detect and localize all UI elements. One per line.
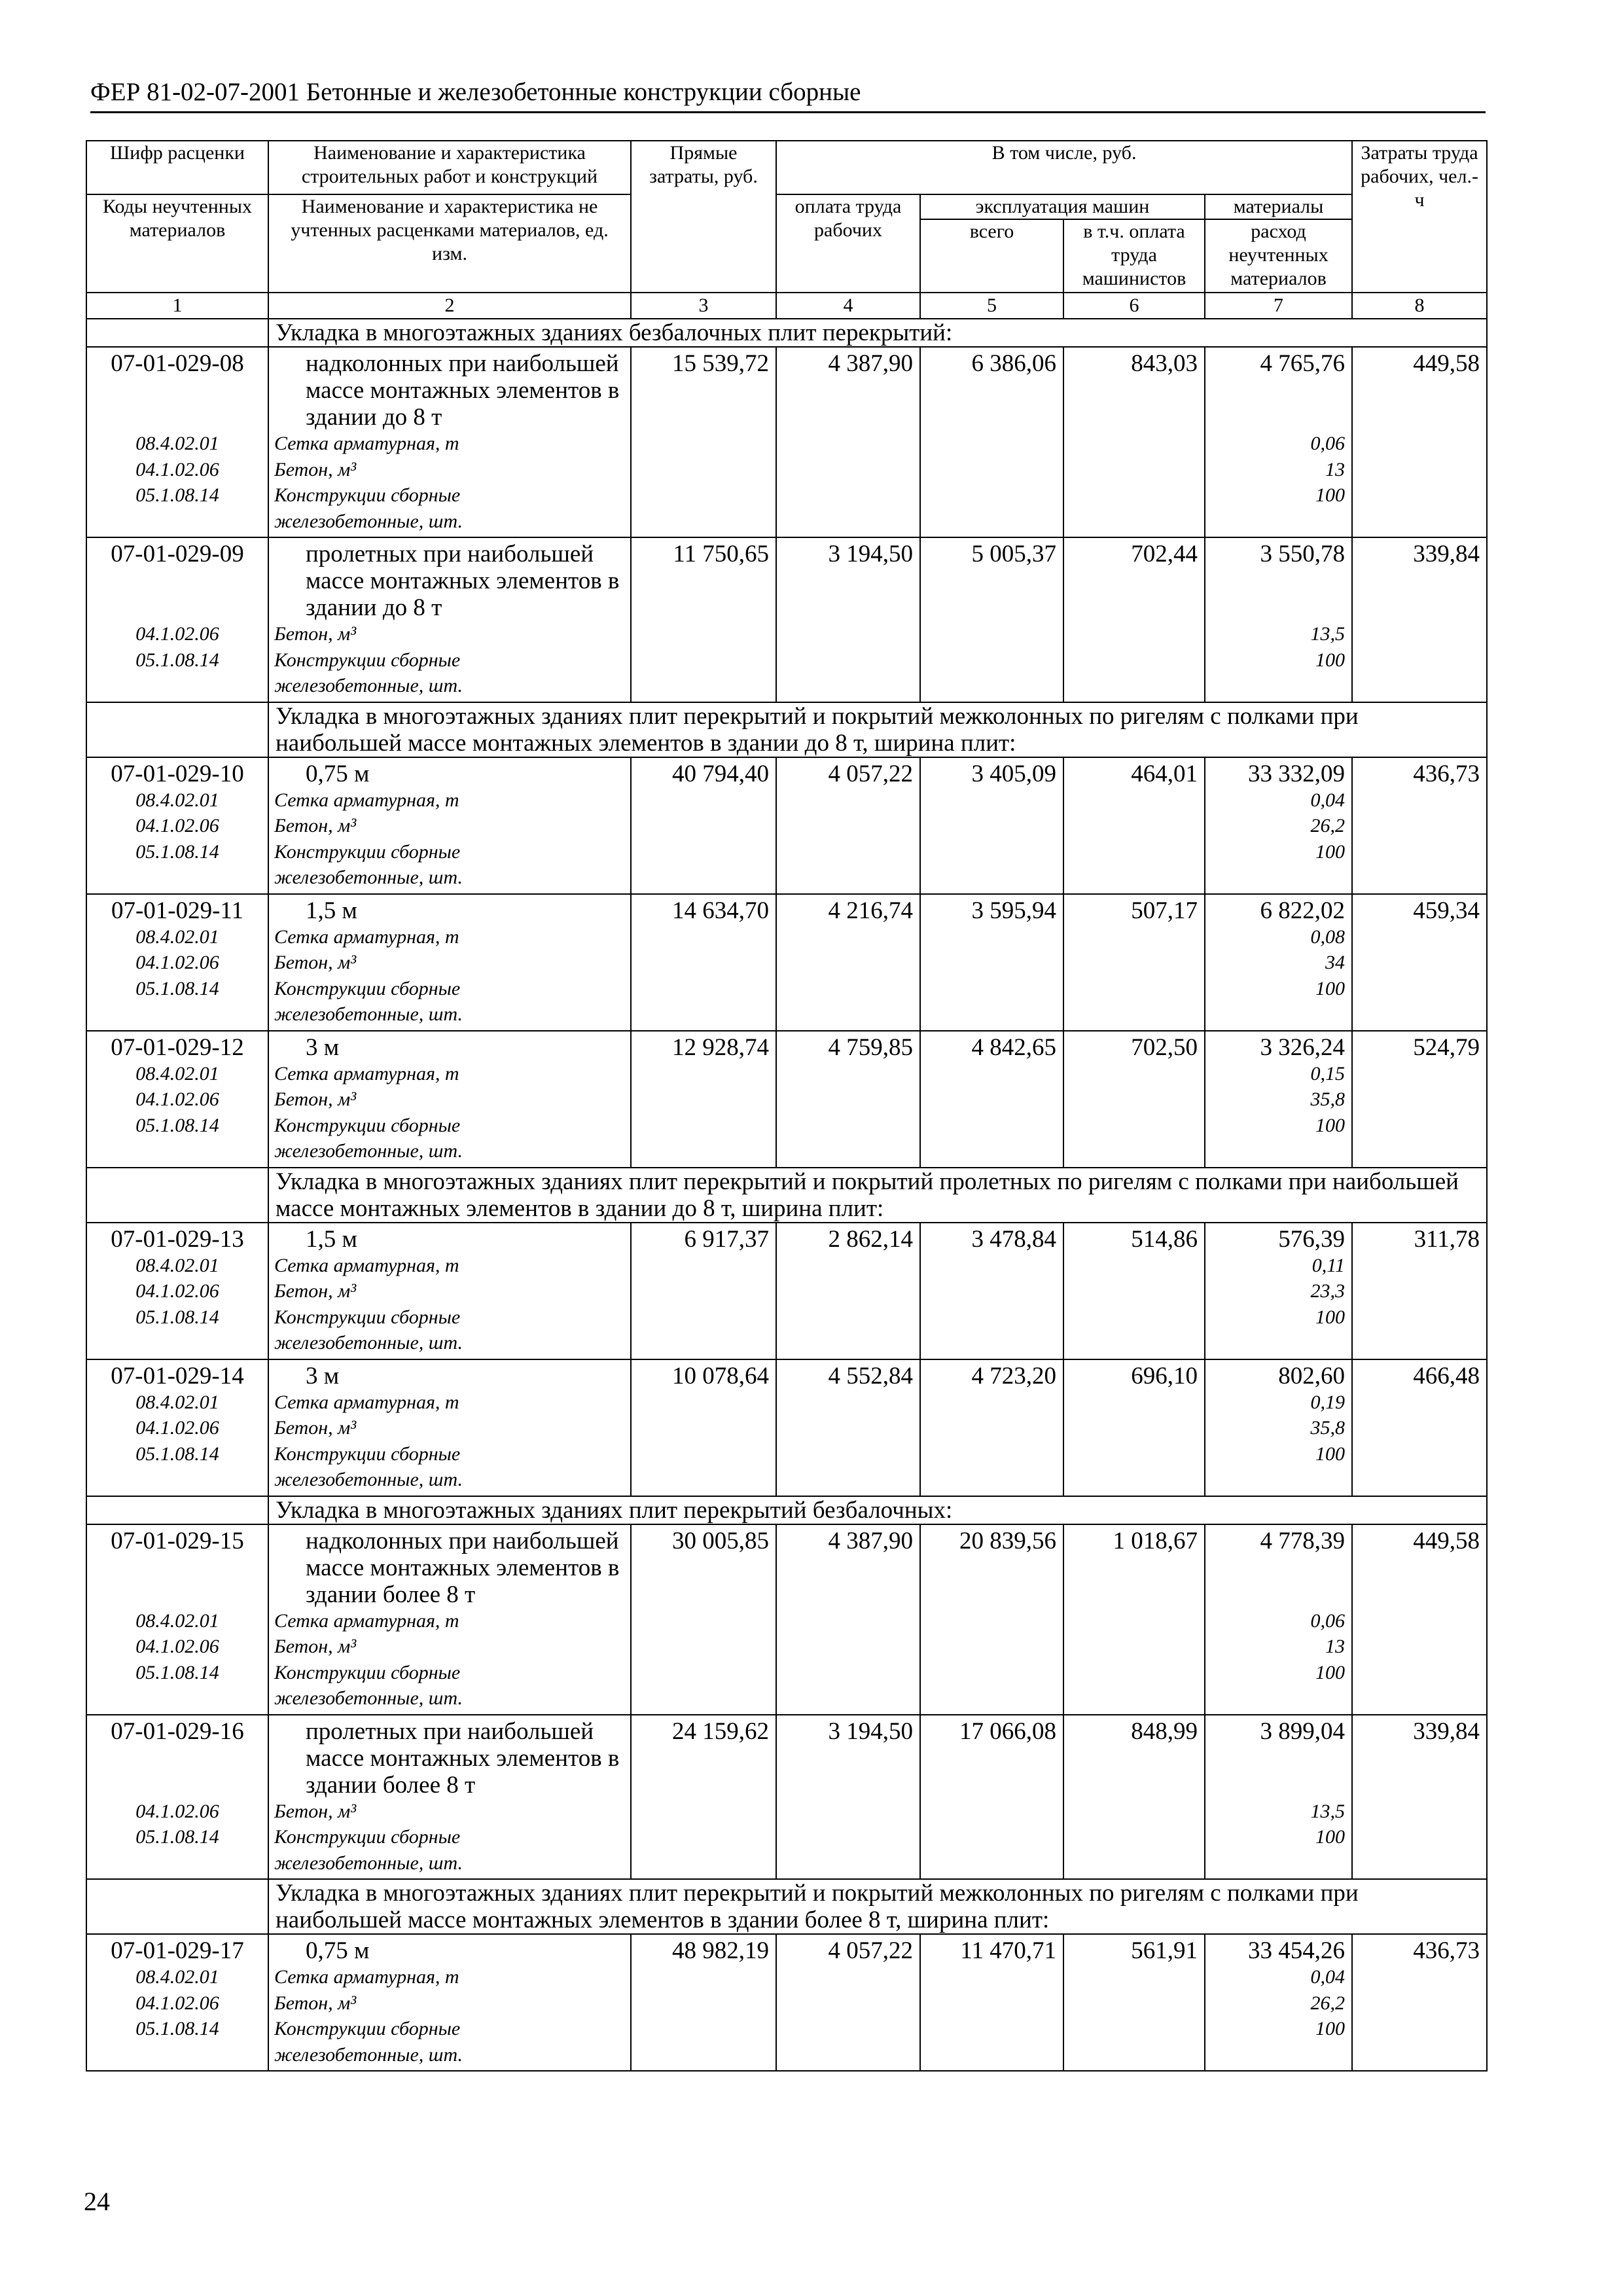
header-labor-hours: Затраты труда рабочих, чел.-ч xyxy=(1352,141,1487,293)
material-code: 08.4.02.01 xyxy=(135,1391,219,1413)
section-title: Укладка в многоэтажных зданиях плит перекрытий и покрытий межколонных по ригелям с полками при наибольшей массе монтажных элементов в здании более 8 т, ширина плит: xyxy=(268,1879,1487,1934)
code-spacer xyxy=(91,1745,264,1799)
rate-name: надколонных при наибольшей массе монтажных элементов в здании до 8 т xyxy=(306,350,620,431)
materials-value: 576,39 xyxy=(1278,1225,1346,1253)
rate-name: 0,75 м xyxy=(306,1937,370,1964)
materials-value: 33 454,26 xyxy=(1248,1937,1346,1964)
column-number: 4 xyxy=(776,293,920,319)
material-name: Конструкции сборные железобетонные, шт. xyxy=(274,977,463,1025)
cell-direct: 40 794,40 xyxy=(631,757,776,894)
cell-operators: 843,03 xyxy=(1063,347,1205,537)
material-qty: 26,2 xyxy=(1310,1992,1346,2014)
cell-labor: 4 759,85 xyxy=(776,1031,920,1168)
material-qty: 13,5 xyxy=(1310,623,1346,645)
material-name: Бетон, м³ xyxy=(274,1992,357,2014)
materials-value: 802,60 xyxy=(1278,1362,1346,1390)
cell-machines: 11 470,71 xyxy=(920,1934,1063,2071)
material-name: Сетка арматурная, т xyxy=(274,433,459,454)
code-spacer xyxy=(91,567,264,621)
material-code: 04.1.02.06 xyxy=(135,1636,219,1657)
material-code: 05.1.08.14 xyxy=(135,484,219,506)
cell-hours: 436,73 xyxy=(1352,1934,1487,2071)
material-qty: 34 xyxy=(1325,952,1346,973)
material-qty: 0,15 xyxy=(1310,1062,1346,1085)
material-code: 04.1.02.06 xyxy=(135,1992,219,2014)
header-unaccounted-names: Наименование и характеристика не учтенных расценками материалов, ед. изм. xyxy=(268,194,631,293)
rate-code-cell xyxy=(86,1031,268,1168)
column-number: 2 xyxy=(268,293,631,319)
rate-name-cell xyxy=(268,1031,631,1168)
material-name: Бетон, м³ xyxy=(274,458,357,480)
table-row xyxy=(86,1359,1487,1496)
material-name: Сетка арматурная, т xyxy=(274,789,459,811)
materials-value: 6 822,02 xyxy=(1260,897,1346,924)
material-name: Бетон, м³ xyxy=(274,815,357,836)
material-qty: 100 xyxy=(1315,1826,1346,1848)
header-machines-total: всего xyxy=(920,219,1063,293)
section-code-cell xyxy=(86,702,268,757)
material-qty: 100 xyxy=(1315,2018,1346,2039)
cell-direct: 48 982,19 xyxy=(631,1934,776,2071)
section-row xyxy=(86,1168,1487,1223)
cell-direct: 6 917,37 xyxy=(631,1223,776,1359)
cell-direct: 11 750,65 xyxy=(631,537,776,702)
rate-name-cell xyxy=(268,1715,631,1880)
rate-code-cell xyxy=(86,894,268,1031)
cell-direct: 14 634,70 xyxy=(631,894,776,1031)
material-code: 04.1.02.06 xyxy=(135,623,219,645)
section-row xyxy=(86,319,1487,347)
rate-code: 07-01-029-10 xyxy=(111,760,244,787)
cell-machines: 5 005,37 xyxy=(920,537,1063,702)
cell-materials xyxy=(1205,347,1352,537)
material-qty: 0,04 xyxy=(1310,1966,1346,1988)
rate-name-cell xyxy=(268,757,631,894)
material-name: Сетка арматурная, т xyxy=(274,1609,459,1632)
material-qty: 100 xyxy=(1315,1114,1346,1136)
material-code: 08.4.02.01 xyxy=(135,1966,219,1988)
section-code-cell xyxy=(86,1496,268,1524)
cell-hours: 466,48 xyxy=(1352,1359,1487,1496)
material-name: Сетка арматурная, т xyxy=(274,1391,459,1413)
page-header: ФЕР 81-02-07-2001 Бетонные и железобетонные конструкции сборные xyxy=(90,76,1486,113)
cell-machines: 4 723,20 xyxy=(920,1359,1063,1496)
rate-code-cell xyxy=(86,1223,268,1359)
cell-direct: 30 005,85 xyxy=(631,1524,776,1715)
section-title: Укладка в многоэтажных зданиях плит перекрытий безбалочных: xyxy=(268,1496,1487,1524)
materials-value: 33 332,09 xyxy=(1248,760,1346,787)
table-row xyxy=(86,1223,1487,1359)
table-row xyxy=(86,1715,1487,1880)
material-code: 08.4.02.01 xyxy=(135,789,219,811)
rate-code: 07-01-029-17 xyxy=(111,1937,244,1964)
rate-code-cell xyxy=(86,1359,268,1496)
column-number: 3 xyxy=(631,293,776,319)
cell-labor: 4 057,22 xyxy=(776,757,920,894)
cell-hours: 449,58 xyxy=(1352,347,1487,537)
material-qty: 100 xyxy=(1315,1306,1346,1328)
section-code-cell xyxy=(86,1879,268,1934)
material-code: 05.1.08.14 xyxy=(135,2018,219,2039)
code-spacer xyxy=(91,377,264,431)
cell-labor: 4 057,22 xyxy=(776,1934,920,2071)
qty-spacer xyxy=(1212,567,1345,621)
qty-spacer xyxy=(1212,377,1345,431)
material-code: 04.1.02.06 xyxy=(135,458,219,480)
section-title: Укладка в многоэтажных зданиях плит перекрытий и покрытий межколонных по ригелям с полками при наибольшей массе монтажных элементов в здании до 8 т, ширина плит: xyxy=(268,702,1487,757)
material-qty: 0,04 xyxy=(1310,789,1346,811)
material-qty: 100 xyxy=(1315,977,1346,999)
material-qty: 0,06 xyxy=(1310,433,1346,454)
cell-hours: 459,34 xyxy=(1352,894,1487,1031)
material-name: Конструкции сборные железобетонные, шт. xyxy=(274,1826,463,1874)
cell-operators: 702,50 xyxy=(1063,1031,1205,1168)
header-operators-pay: в т.ч. оплата труда машинистов xyxy=(1063,219,1205,293)
cell-materials xyxy=(1205,1524,1352,1715)
section-code-cell xyxy=(86,319,268,347)
cell-materials xyxy=(1205,1359,1352,1496)
header-unaccounted-codes: Коды неучтенных материалов xyxy=(86,194,268,293)
rate-code-cell xyxy=(86,757,268,894)
material-code: 05.1.08.14 xyxy=(135,649,219,671)
materials-value: 3 550,78 xyxy=(1260,541,1346,567)
material-qty: 23,3 xyxy=(1310,1280,1346,1302)
section-title: Укладка в многоэтажных зданиях плит перекрытий и покрытий пролетных по ригелям с полками при наибольшей массе монтажных элементов в здании до 8 т, ширина плит: xyxy=(268,1168,1487,1223)
cell-operators: 702,44 xyxy=(1063,537,1205,702)
code-spacer xyxy=(91,1554,264,1608)
cell-materials xyxy=(1205,1934,1352,2071)
cell-direct: 10 078,64 xyxy=(631,1359,776,1496)
material-code: 05.1.08.14 xyxy=(135,1826,219,1848)
rate-name-cell xyxy=(268,1223,631,1359)
cell-materials xyxy=(1205,894,1352,1031)
material-qty: 35,8 xyxy=(1310,1088,1346,1110)
cell-labor: 2 862,14 xyxy=(776,1223,920,1359)
material-qty: 100 xyxy=(1315,1661,1346,1683)
material-name: Сетка арматурная, т xyxy=(274,1966,459,1988)
table-row xyxy=(86,1031,1487,1168)
header-machines: эксплуатация машин xyxy=(920,194,1205,219)
materials-value: 3 899,04 xyxy=(1260,1717,1346,1745)
material-name: Сетка арматурная, т xyxy=(274,1062,459,1085)
materials-value: 4 765,76 xyxy=(1260,350,1346,377)
table-row xyxy=(86,347,1487,537)
rate-name: пролетных при наибольшей массе монтажных элементов в здании более 8 т xyxy=(306,1717,620,1799)
cell-materials xyxy=(1205,757,1352,894)
cell-machines: 3 595,94 xyxy=(920,894,1063,1031)
material-name: Конструкции сборные железобетонные, шт. xyxy=(274,649,463,696)
material-name: Бетон, м³ xyxy=(274,1088,357,1110)
section-row xyxy=(86,702,1487,757)
material-qty: 13,5 xyxy=(1310,1800,1346,1822)
cell-labor: 3 194,50 xyxy=(776,537,920,702)
cell-labor: 4 387,90 xyxy=(776,347,920,537)
section-code-cell xyxy=(86,1168,268,1223)
cell-hours: 339,84 xyxy=(1352,1715,1487,1880)
rate-code: 07-01-029-16 xyxy=(111,1717,244,1745)
cell-machines: 20 839,56 xyxy=(920,1524,1063,1715)
rate-code-cell xyxy=(86,347,268,537)
rate-code: 07-01-029-08 xyxy=(111,350,244,377)
material-qty: 13 xyxy=(1325,458,1346,480)
cell-labor: 4 552,84 xyxy=(776,1359,920,1496)
cell-machines: 6 386,06 xyxy=(920,347,1063,537)
cell-machines: 3 405,09 xyxy=(920,757,1063,894)
material-name: Конструкции сборные железобетонные, шт. xyxy=(274,1114,463,1162)
header-materials-usage: расход неучтенных материалов xyxy=(1205,219,1352,293)
rate-code-cell xyxy=(86,1934,268,2071)
header-code: Шифр расценки xyxy=(86,141,268,194)
rate-name: 3 м xyxy=(306,1362,340,1390)
material-name: Бетон, м³ xyxy=(274,952,357,973)
material-qty: 100 xyxy=(1315,484,1346,506)
material-qty: 100 xyxy=(1315,1443,1346,1465)
cell-labor: 3 194,50 xyxy=(776,1715,920,1880)
material-code: 04.1.02.06 xyxy=(135,1800,219,1822)
material-name: Бетон, м³ xyxy=(274,623,357,645)
material-code: 05.1.08.14 xyxy=(135,1443,219,1465)
table-row xyxy=(86,537,1487,702)
rate-code: 07-01-029-14 xyxy=(111,1362,244,1390)
rate-code-cell xyxy=(86,537,268,702)
material-qty: 0,19 xyxy=(1310,1391,1346,1413)
rate-code: 07-01-029-13 xyxy=(111,1225,244,1253)
header-labor-pay: оплата труда рабочих xyxy=(776,194,920,293)
qty-spacer xyxy=(1212,1745,1345,1799)
section-title: Укладка в многоэтажных зданиях безбалочных плит перекрытий: xyxy=(268,319,1487,347)
material-code: 04.1.02.06 xyxy=(135,1280,219,1302)
rate-name: 0,75 м xyxy=(306,760,370,787)
table-row xyxy=(86,894,1487,1031)
material-qty: 26,2 xyxy=(1310,815,1346,836)
material-qty: 0,08 xyxy=(1310,925,1346,948)
rate-code: 07-01-029-15 xyxy=(111,1527,244,1554)
column-number: 8 xyxy=(1352,293,1487,319)
material-code: 05.1.08.14 xyxy=(135,1661,219,1683)
rate-name-cell xyxy=(268,1524,631,1715)
cell-machines: 3 478,84 xyxy=(920,1223,1063,1359)
column-number: 7 xyxy=(1205,293,1352,319)
cell-machines: 17 066,08 xyxy=(920,1715,1063,1880)
material-code: 04.1.02.06 xyxy=(135,815,219,836)
material-qty: 0,06 xyxy=(1310,1609,1346,1632)
cell-operators: 1 018,67 xyxy=(1063,1524,1205,1715)
page-number: 24 xyxy=(84,2187,110,2216)
cell-operators: 514,86 xyxy=(1063,1223,1205,1359)
material-name: Сетка арматурная, т xyxy=(274,925,459,948)
material-code: 08.4.02.01 xyxy=(135,433,219,454)
section-row xyxy=(86,1879,1487,1934)
material-code: 05.1.08.14 xyxy=(135,840,219,863)
table-row xyxy=(86,757,1487,894)
cell-hours: 436,73 xyxy=(1352,757,1487,894)
cell-hours: 311,78 xyxy=(1352,1223,1487,1359)
material-name: Бетон, м³ xyxy=(274,1800,357,1822)
material-name: Бетон, м³ xyxy=(274,1280,357,1302)
material-code: 05.1.08.14 xyxy=(135,1114,219,1136)
cell-operators: 464,01 xyxy=(1063,757,1205,894)
cell-operators: 561,91 xyxy=(1063,1934,1205,2071)
column-number: 1 xyxy=(86,293,268,319)
cell-direct: 24 159,62 xyxy=(631,1715,776,1880)
rate-name: пролетных при наибольшей массе монтажных элементов в здании до 8 т xyxy=(306,541,620,621)
cell-materials xyxy=(1205,1031,1352,1168)
material-name: Конструкции сборные железобетонные, шт. xyxy=(274,1661,463,1709)
rate-name-cell xyxy=(268,537,631,702)
rate-name: 3 м xyxy=(306,1033,340,1061)
rate-name: 1,5 м xyxy=(306,1225,357,1253)
material-code: 04.1.02.06 xyxy=(135,952,219,973)
cell-materials xyxy=(1205,1715,1352,1880)
material-name: Конструкции сборные железобетонные, шт. xyxy=(274,840,463,888)
material-name: Сетка арматурная, т xyxy=(274,1254,459,1276)
material-name: Бетон, м³ xyxy=(274,1417,357,1439)
table-row xyxy=(86,1934,1487,2071)
rate-code-cell xyxy=(86,1715,268,1880)
material-name: Бетон, м³ xyxy=(274,1636,357,1657)
rate-name-cell xyxy=(268,894,631,1031)
rate-name-cell xyxy=(268,1934,631,2071)
material-code: 05.1.08.14 xyxy=(135,1306,219,1328)
rate-code: 07-01-029-11 xyxy=(111,897,244,924)
material-qty: 35,8 xyxy=(1310,1417,1346,1439)
cell-labor: 4 216,74 xyxy=(776,894,920,1031)
price-table xyxy=(86,140,1488,2072)
rate-name: 1,5 м xyxy=(306,897,357,924)
cell-operators: 507,17 xyxy=(1063,894,1205,1031)
rate-name-cell xyxy=(268,1359,631,1496)
material-code: 04.1.02.06 xyxy=(135,1088,219,1110)
rate-name-cell xyxy=(268,347,631,537)
header-group: В том числе, руб. xyxy=(776,141,1352,194)
material-code: 08.4.02.01 xyxy=(135,1062,219,1085)
material-qty: 0,11 xyxy=(1311,1254,1346,1276)
rate-code: 07-01-029-09 xyxy=(111,541,244,567)
cell-direct: 12 928,74 xyxy=(631,1031,776,1168)
material-qty: 13 xyxy=(1325,1636,1346,1657)
material-code: 08.4.02.01 xyxy=(135,1609,219,1632)
materials-value: 4 778,39 xyxy=(1260,1527,1346,1554)
rate-name: надколонных при наибольшей массе монтажных элементов в здании более 8 т xyxy=(306,1527,620,1608)
material-code: 05.1.08.14 xyxy=(135,977,219,999)
cell-operators: 696,10 xyxy=(1063,1359,1205,1496)
cell-direct: 15 539,72 xyxy=(631,347,776,537)
rate-code-cell xyxy=(86,1524,268,1715)
header-direct-costs: Прямые затраты, руб. xyxy=(631,141,776,293)
cell-hours: 524,79 xyxy=(1352,1031,1487,1168)
header-name: Наименование и характеристика строительных работ и конструкций xyxy=(268,141,631,194)
cell-machines: 4 842,65 xyxy=(920,1031,1063,1168)
cell-materials xyxy=(1205,1223,1352,1359)
section-row xyxy=(86,1496,1487,1524)
material-name: Конструкции сборные железобетонные, шт. xyxy=(274,1306,463,1354)
header-materials: материалы xyxy=(1205,194,1352,219)
table-row xyxy=(86,1524,1487,1715)
cell-operators: 848,99 xyxy=(1063,1715,1205,1880)
column-number: 6 xyxy=(1063,293,1205,319)
material-code: 04.1.02.06 xyxy=(135,1417,219,1439)
cell-hours: 339,84 xyxy=(1352,537,1487,702)
qty-spacer xyxy=(1212,1554,1345,1608)
column-number: 5 xyxy=(920,293,1063,319)
material-name: Конструкции сборные железобетонные, шт. xyxy=(274,1443,463,1490)
material-code: 08.4.02.01 xyxy=(135,925,219,948)
materials-value: 3 326,24 xyxy=(1260,1033,1346,1061)
material-code: 08.4.02.01 xyxy=(135,1254,219,1276)
material-qty: 100 xyxy=(1315,840,1346,863)
rate-code: 07-01-029-12 xyxy=(111,1033,244,1061)
material-name: Конструкции сборные железобетонные, шт. xyxy=(274,2018,463,2066)
cell-materials xyxy=(1205,537,1352,702)
material-name: Конструкции сборные железобетонные, шт. xyxy=(274,484,463,532)
material-qty: 100 xyxy=(1315,649,1346,671)
cell-hours: 449,58 xyxy=(1352,1524,1487,1715)
cell-labor: 4 387,90 xyxy=(776,1524,920,1715)
